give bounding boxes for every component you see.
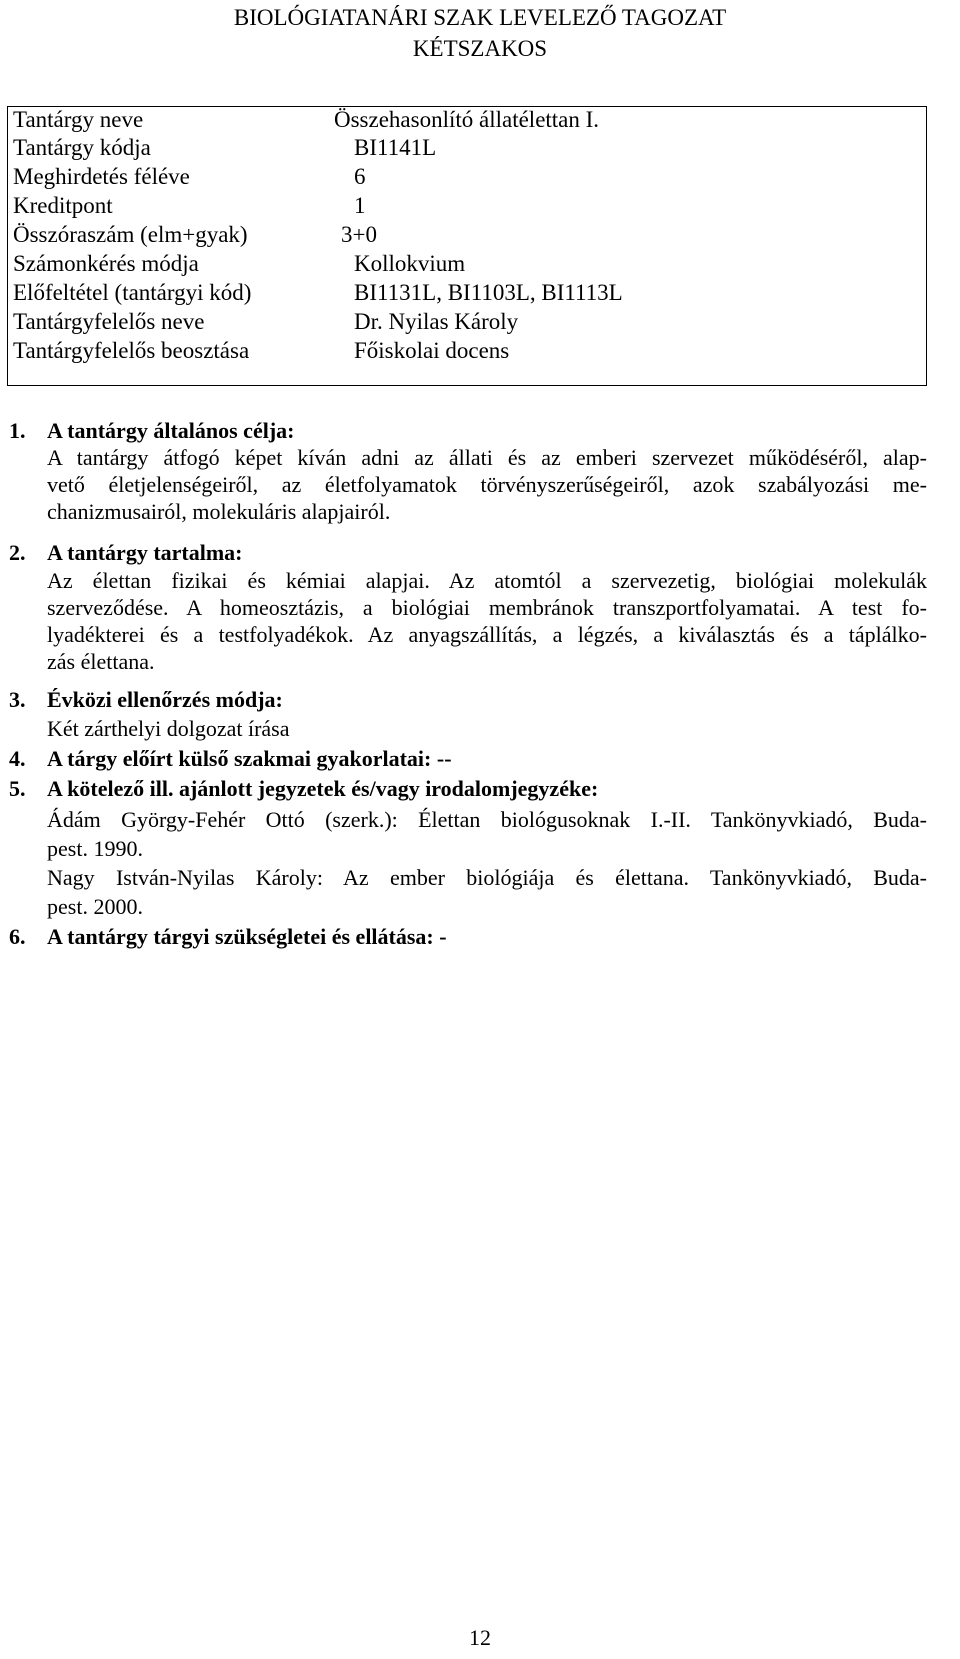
section-2-line: zás élettana. (47, 649, 155, 674)
info-label-semester: Meghirdetés féléve (13, 164, 190, 189)
section-1-heading (9, 417, 294, 445)
section-2-line: Az élettan fizikai és kémiai alapjai. Az atomtól a szervezetig, biológiai molekulák (47, 568, 927, 593)
section-6-title: A tantárgy tárgyi szükségletei és ellátása: - (47, 924, 447, 949)
section-3-line: Két zárthelyi dolgozat írása (47, 716, 290, 741)
info-label-exam-type: Számonkérés módja (13, 251, 199, 276)
header-title-line-1: BIOLÓGIATANÁRI SZAK LEVELEZŐ TAGOZAT (233, 5, 727, 30)
info-label-total-hours: Összóraszám (elm+gyak) (13, 222, 248, 247)
section-3-heading (9, 686, 283, 714)
section-6-heading (9, 923, 447, 951)
section-1-line: vető életjelenségeiről, az életfolyamatok törvényszerűségeiről, azok szabályozási me- (47, 472, 927, 497)
info-value-prerequisite: BI1131L, BI1103L, BI1113L (354, 280, 623, 305)
section-1-body (47, 444, 927, 525)
section-2-body (47, 567, 927, 675)
section-1-number: 1. (9, 418, 26, 443)
section-1-line: A tantárgy átfogó képet kíván adni az állati és az emberi szervezet működéséről, alap- (47, 445, 927, 470)
section-4-heading (9, 745, 452, 773)
section-1-line: chanizmusairól, molekuláris alapjairól. (47, 499, 391, 524)
section-5-title: A kötelező ill. ajánlott jegyzetek és/vagy irodalomjegyzéke: (47, 776, 599, 801)
info-label-prerequisite: Előfeltétel (tantárgyi kód) (13, 280, 252, 305)
reference-line: Ádám György-Fehér Ottó (szerk.): Élettan biológusoknak I.-II. Tankönyvkiadó, Buda- (47, 807, 927, 832)
info-value-responsible-position: Főiskolai docens (354, 338, 510, 363)
document-header (0, 2, 960, 64)
section-2-title: A tantárgy tartalma: (47, 540, 243, 565)
info-value-course-name: Összehasonlító állatélettan I. (334, 107, 600, 132)
info-value-course-code: BI1141L (354, 135, 437, 160)
section-3-title: Évközi ellenőrzés módja: (47, 687, 283, 712)
reference-line: pest. 2000. (47, 894, 143, 919)
section-5-body (47, 805, 927, 921)
section-2-heading (9, 539, 243, 567)
header-title-line-2: KÉTSZAKOS (412, 36, 548, 61)
section-4-number: 4. (9, 746, 26, 771)
section-2-number: 2. (9, 540, 26, 565)
info-label-course-code: Tantárgy kódja (13, 135, 151, 160)
info-label-responsible-name: Tantárgyfelelős neve (13, 309, 205, 334)
section-2-line: lyadékterei és a testfolyadékok. Az anyagszállítás, a légzés, a kiválasztás és a táplálko- (47, 622, 927, 647)
info-label-responsible-position: Tantárgyfelelős beosztása (13, 338, 250, 363)
section-3-body (47, 715, 927, 742)
reference-line: Nagy István-Nyilas Károly: Az ember biológiája és élettana. Tankönyvkiadó, Buda- (47, 865, 927, 890)
info-value-responsible-name: Dr. Nyilas Károly (354, 309, 519, 334)
section-3-number: 3. (9, 687, 26, 712)
info-value-semester: 6 (354, 164, 366, 189)
info-value-credits: 1 (354, 193, 366, 218)
info-value-total-hours: 3+0 (341, 222, 377, 247)
info-value-exam-type: Kollokvium (354, 251, 466, 276)
info-label-credits: Kreditpont (13, 193, 113, 218)
page-number: 12 (469, 1625, 491, 1650)
section-4-title: A tárgy előírt külső szakmai gyakorlatai: -- (47, 746, 452, 771)
section-2-line: szerveződése. A homeosztázis, a biológiai membránok transzportfolyamatai. A test fo- (47, 595, 927, 620)
section-1-title: A tantárgy általános célja: (47, 418, 295, 443)
section-5-heading (9, 775, 598, 803)
section-6-number: 6. (9, 924, 26, 949)
section-5-number: 5. (9, 776, 26, 801)
reference-line: pest. 1990. (47, 836, 143, 861)
info-label-course-name: Tantárgy neve (13, 107, 144, 132)
